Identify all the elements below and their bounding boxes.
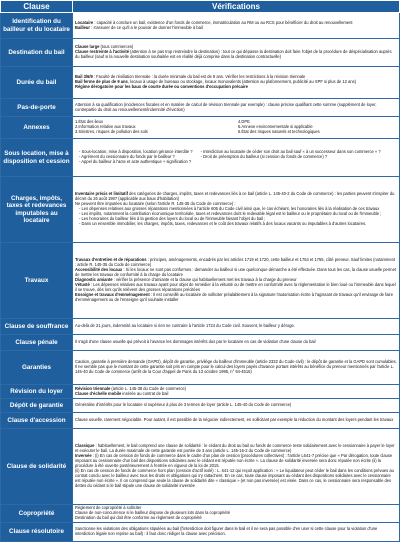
label-pas-de-porte: Pas-de-porte: [1, 99, 73, 117]
text-pas-de-porte: Attention à sa qualification (incidences fiscales et en matière de calcul de révision triennale par exemple) : clause précise qualifiant cette somme (supplément de loyer, contrepartie du droit au renouvellement/indemnité d'éviction): [75, 101, 377, 112]
label-duree: Durée du bail: [1, 67, 73, 99]
label-revision: Révision du loyer: [1, 385, 73, 399]
text-penale: Il s'agit d'une clause usuelle qui prévoit à l'avance les dommages intérêts dus par le locataire en cas de violation d'une clause du bail: [75, 339, 316, 345]
term-vetuste: Vétusté: [75, 281, 90, 287]
row-sous-location: [1, 139, 400, 177]
list-item: - Interdiction au locataire de céder son droit au bail sauf « à un successeur dans son commerce » ?: [201, 150, 381, 155]
term-bail-ferme: Bail ferme de plus de 9 ans: [75, 79, 128, 85]
row-revision: [1, 385, 400, 399]
text-revision-triennale: (article L. 145-38 du Code de commerce): [110, 385, 187, 391]
text-bail-ferme: , locaux à usage de bureaux ou stockage, locaux monovalents (attention au plafonnement, publicité au SPF si plus de 12 ans): [127, 79, 357, 85]
text-accessibilite: : Si les locaux ne sont pas conformes : demander au bailleur si une quelconque démarche a été effectuée. Dans tous les cas, la clause usuelle permet de mettre les travaux de conformité à la charge du locataire: [75, 267, 397, 278]
content-revision: [73, 385, 400, 399]
text-resolutoire: Sanctionne les violations des obligations stipulées au bail (l'interdiction doit figurer dans le bail et il ne sera pas possible d'en user si cette clause pour la violation d'une interdiction légale non reprise au bail) : il faut donc rédiger la clause avec précision.: [75, 526, 378, 536]
content-copropriete: [73, 505, 400, 523]
list-item: - Sous-location, mise à disposition, location gérance interdite ?: [79, 150, 193, 155]
term-inversee: Inversée: [75, 453, 92, 459]
text-inversee: : (i) En cas de cession de fonds de commerce dans le cadre d'un plan de cession (procédures collectives) : l'article L641-7 précise que « Par dérogation, toute clause imposant au cessionnaire d'un bail des dispositions solidaires avec le cédant est réputée non écrite ». La clause de solidarité inversée sera donc réputée non écrite (ii) la procédure à été ouverte postérieurement à l'entrée en vigueur de la loi de 2015.: [75, 453, 393, 469]
term-locataire: Locataire: [75, 19, 94, 25]
content-annexes: [73, 117, 400, 139]
text-clause-restreinte: (attention à ne pas trop restreindre la destination) : tout ce qui dépasse la destination doit faire l'objet de la procédure de déspécialisation auprès du bailleur (sauf si la nouvelle destination souhaitée est en réalité déjà comprise dans la destination contractuelle): [75, 49, 392, 59]
term-amiante: Diagnostic amiante: [75, 277, 113, 283]
row-charges: [1, 177, 400, 243]
term-inventaire: Inventaire précis et limitatif: [75, 191, 129, 197]
row-travaux: [1, 243, 400, 319]
list-item: - Dans un ensemble immobilier, les charges, impôts, taxes, redevances et le coût des travaux relatifs à des locaux vacants ou imputables à d'autres locataires.: [79, 222, 397, 227]
term-classique: Classique: [75, 443, 95, 449]
label-charges: Charges, impôts, taxes et redevances imputables au locataire: [1, 177, 73, 243]
annex-item: 2.Information relative aux travaux: [75, 124, 136, 130]
content-sous-location: [73, 139, 400, 177]
term-entretien: Travaux d'entretien et de réparations: [75, 257, 147, 263]
annex-item: 3.Sinistres, risques de pollution des sols: [75, 128, 148, 134]
content-travaux: [73, 243, 400, 319]
text-amiante: : vérifier la présence d'amiante et la clause qui habituellement met les travaux à la charge du preneur: [112, 277, 297, 283]
text-cession-hors-plan: (ii) En cas de cession de fonds de commerce hors plan (cession d'actif isolé) : L. 641-12 qui reçoit application : « Le liquidateur peut céder le bail dans les conditions prévues au contrat conclu avec le bailleur avec tous les droits et obligations qui s'y rattachent. En ce cas, toute clause imposant au cédant des dispositions solidaires avec le cessionnaire est réputée non écrite ». Il on comprend que seule la clause de solidarité dite « classique » (et non pas inversée) est visée. Dans ce cas, le cessionnaire sera responsable des dettes du cédant si le bail stipule une clause de solidarité inversée: [75, 467, 394, 488]
row-accession: [1, 413, 400, 429]
label-penale: Clause pénale: [1, 335, 73, 351]
term-regime-derogatoire: Régime dérogatoire pour les baux de courte durée ou conventions d'occupation précaire: [75, 83, 248, 89]
row-solidarite: [1, 429, 400, 505]
row-souffrance: [1, 319, 400, 335]
term-revision-triennale: Révision triennale: [75, 385, 111, 391]
annex-item: 6.État des risques naturels et technologiques: [238, 128, 320, 134]
list-item: - Agrément du cessionnaire du fonds par le bailleur ?: [79, 155, 193, 160]
label-accession: Clause d'accession: [1, 413, 73, 429]
row-depot: [1, 399, 400, 413]
term-enseigne: Ensoigne et travaux d'emménagement: [75, 291, 150, 297]
content-identification: [73, 13, 400, 39]
text-copro: Règlement de copropriété à solliciter: [75, 505, 142, 511]
content-accession: [73, 413, 400, 429]
text-accession: Clause usuelle, rarement négociable. Pour autant, il est possible de la négocier indirectement, en sollicitant par exemple la réduction du montant des loyers pendant les travaux: [75, 417, 394, 423]
label-resolutoire: Clause résolutoire: [1, 523, 73, 542]
row-penale: [1, 335, 400, 351]
content-solidarite: [73, 429, 400, 505]
term-clause-restreinte: Clause restreinte à l'activité: [75, 49, 129, 55]
label-garanties: Garanties: [1, 351, 73, 385]
content-penale: [73, 335, 400, 351]
term-bailleur: Bailleur: [75, 24, 91, 30]
text-bailleur: : s'assurer de ce qu'il a le pouvoir de donner l'immeuble à bail: [90, 24, 203, 30]
list-item: - Appel du bailleur à l'acte et acte authentique + signification ?: [79, 160, 193, 165]
header-verifications: Vérifications: [73, 1, 400, 13]
label-destination: Destination du bail: [1, 39, 73, 67]
content-pas-de-porte: [73, 99, 400, 117]
text-bail-369: : Faculté de résiliation triennale : la durée minimale du bail est de 9 ans. Vérifier les restrictions à la révision triennale: [92, 74, 306, 80]
table-header: [1, 1, 400, 13]
text-enseigne: : Il est conseillé au locataire de solliciter préalablement à la signature l'autorisation écrite à l'agissant de travaux qu'il envisage de faire d'emménagement ou de l'enseigne qu'il souhaite installer: [75, 291, 394, 302]
text-inventaire: des catégories de charges, impôts, taxes et redevances liés à ce bail (article L. 145-40-2 du Code de commerce) : les parties peuvent s'inspirer du décret du 26 août 1987 (applicable aux baux d'habitation): [75, 191, 395, 202]
text-clause-large: (tous commerces): [99, 44, 134, 50]
list-item: - Les dépenses relatives aux grosses réparations mentionnées à l'article 606 du Code civil ainsi que, le cas échéant, les honoraires liés à la réalisation de ces travaux: [79, 207, 397, 212]
label-depot: Dépôt de garantie: [1, 399, 73, 413]
content-garanties: [73, 351, 400, 385]
text-copro: Clause de non-concurrence si le bailleur dispose de plusieurs lots dans la copropriété: [75, 510, 230, 516]
text-entretien: : principes, aménagements, encadrés par les articles 1719 et 1720, cette bailleur et 1754 et 1755, côté preneur. Sauf limites (notamment : article R. 145-35 du Code de commerce): [75, 257, 396, 268]
content-resolutoire: [73, 523, 400, 542]
text-depot: Généralise d'intérêts pour le locataire si supérieur à plus de 3 termes de loyer (article L. 145-40 du Code de commerce): [75, 402, 292, 408]
term-echelle-mobile: Clause d'échelle mobile: [75, 390, 122, 396]
content-duree: [73, 67, 400, 99]
text-vetuste: : Les dépenses relatives aux travaux ayant pour objet de remédier à la vétusté ou de mettre en conformité avec la réglementation le bien loué ou l'immeuble dans lequel il se trouve, dès lors qu'ils relèvent des grosses réparations précitées: [75, 281, 396, 292]
label-souffrance: Clause de souffrance: [1, 319, 73, 335]
text-classique: : habituellement, le bail comprend une clause de solidarité : le cédant du droit au bail ou fonds de commerce reste solidairement avec le cessionnaire à payer le loyer et exécuter le bail. La durée maximale de cette garantie est portée de 3 ans (article L. 145-16-2 du Code de commerce): [75, 443, 395, 454]
content-souffrance: [73, 319, 400, 335]
row-annexes: [1, 117, 400, 139]
text-locataire: : capacité à conclure un bail, existence d'un fonds de commerce, immatriculation au RM ou au RCS pour bénéficier du droit au renouvellement: [93, 19, 353, 25]
label-identification: Identification du bailleur et du locataire: [1, 13, 73, 39]
term-bail-369: Bail 3/6/9: [75, 74, 93, 80]
label-sous-location: Sous location, mise à disposition et cession: [1, 139, 73, 177]
row-identification: [1, 13, 400, 39]
row-duree: [1, 67, 400, 99]
text-non-imputables: Ne peuvent être imputées au locataire (selon l'article R. 145-35 du Code de commerce) :: [75, 201, 236, 207]
row-garanties: [1, 351, 400, 385]
content-destination: [73, 39, 400, 67]
text-echelle-mobile: insérée au contrat de bail: [121, 390, 169, 396]
text-garanties: Caution, garantie à première demande (GAPD), dépôt de garantie, privilège du bailleur d'immeuble (article 2332 du Code civil) : le dépôt de garantie et la GAPD sont cumulables. Il ne semble pas que le montant de cette garantie soit pris en compte pour le calcul des loyers payés d'avance portant intérêts au bénéfice du preneur mentionnés par l'article L. 145-40 du Code de commerce (arrêt de la Cour d'appel de Paris du 13 octobre 1995, n° 94-4516): [75, 359, 397, 374]
text-copro: Destination du bail qui doit être conforme au règlement de copropriété: [75, 514, 202, 520]
row-destination: [1, 39, 400, 67]
label-annexes: Annexes: [1, 117, 73, 139]
annex-item: 5.Annexe environnementale si applicable: [238, 124, 313, 130]
label-solidarite: Clause de solidarité: [1, 429, 73, 505]
annex-item: 1.État des lieux: [75, 119, 103, 125]
term-clause-large: Clause large: [75, 44, 100, 50]
content-depot: [73, 399, 400, 413]
list-item: - Droit de préemption du bailleur (si cession du fonds de commerce) ?: [201, 155, 381, 160]
content-charges: [73, 177, 400, 243]
list-item: - Les honoraires du bailleur liés à la gestion des loyers du local ou de l'immeuble faisant l'objet du bail ;: [79, 217, 397, 222]
label-copropriete: Copropriété: [1, 505, 73, 523]
row-resolutoire: [1, 523, 400, 542]
list-item: - Les impôts, notamment la contribution économique territoriale, taxes et redevances dont le redevable légal est le bailleur ou le propriétaire du local ou de l'immeuble ;: [79, 212, 397, 217]
text-souffrance: Au-delà de 21 jours, indemnité au locataire si rien ne contraire à l'article 1724 du Code civil. Souvent, le bailleur y déroge.: [75, 323, 295, 329]
label-travaux: Travaux: [1, 243, 73, 319]
term-accessibilite: Accessibilité des locaux: [75, 267, 123, 273]
row-pas-de-porte: [1, 99, 400, 117]
header-clause: Clause: [1, 1, 73, 13]
annex-item: 4.DPE: [238, 119, 250, 125]
row-copropriete: [1, 505, 400, 523]
